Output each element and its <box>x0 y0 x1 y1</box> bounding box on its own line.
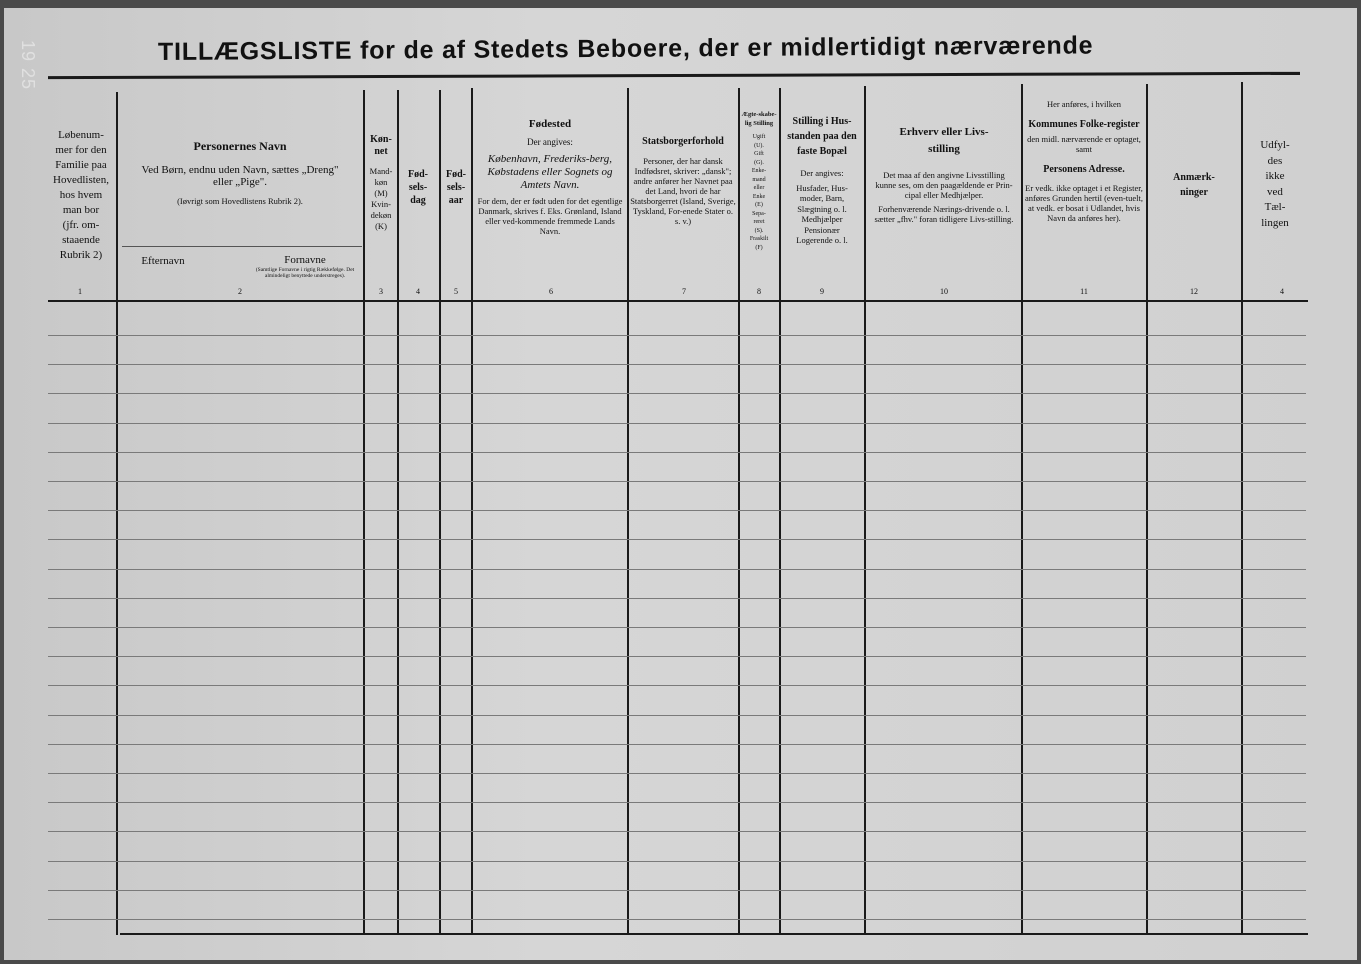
header-rule <box>48 300 1308 302</box>
header-note: Forhenværende Nærings-drivende o. l. sætter „fhv." foran tidligere Livs-stilling. <box>874 204 1014 224</box>
col-number: 1 <box>78 287 82 296</box>
col-number: 11 <box>1080 287 1088 296</box>
header-title: Fornavne <box>284 254 326 266</box>
header-title: Stilling i Hus-standen paa den faste Bopæl <box>787 116 857 157</box>
header-note: den midl. nærværende er optaget, samt <box>1027 133 1141 154</box>
header-note: Der angives: <box>800 168 844 178</box>
col-number: 8 <box>757 287 761 296</box>
header-line: Mand- <box>369 166 393 176</box>
header-line: hos hvem <box>59 189 103 201</box>
header-line: ved <box>1267 185 1283 198</box>
col3-header <box>364 134 398 232</box>
header-line: Løbenum- <box>58 129 104 141</box>
header-note: Er vedk. ikke optaget i et Register, anføres Grunden hertil (even-tuelt, at vedk. er bosat i Udlandet, hvis Navn da anføres her). <box>1025 183 1144 224</box>
entry-row-line <box>48 831 1306 832</box>
header-line: Logerende o. l. <box>796 235 848 246</box>
header-line: Enke <box>752 193 766 200</box>
header-line: man bor <box>62 204 100 216</box>
header-note: Ved Børn, endnu uden Navn, sættes „Dreng" eller „Pige". <box>141 163 339 189</box>
header-line: (K) <box>375 221 387 231</box>
header-line: Sepa- <box>752 210 766 217</box>
entry-row-line <box>48 656 1306 657</box>
header-note: (Iøvrigt som Hovedlistens Rubrik 2). <box>177 196 303 207</box>
col-number: 4 <box>1280 287 1284 296</box>
header-note: København, Frederiks-berg, Købstadens eller Sognets og Amtets Navn. <box>487 152 613 191</box>
header-line: reret <box>753 219 765 225</box>
header-line: (M) <box>374 188 388 198</box>
header-line: mer for den <box>55 144 107 156</box>
header-line: dekøn <box>370 210 392 220</box>
col-divider <box>439 90 441 935</box>
header-line: køn <box>374 177 388 187</box>
header-line: (F) <box>755 244 763 251</box>
header-line: mand <box>752 176 766 183</box>
header-line: Tæl- <box>1264 201 1286 213</box>
col-number: 6 <box>549 287 553 296</box>
firstnames-subheader <box>245 254 365 279</box>
entry-row-line <box>48 481 1306 482</box>
entry-row-line <box>48 744 1306 745</box>
col6-header <box>476 118 624 236</box>
entry-row-line <box>48 539 1306 540</box>
header-title: Personens Adresse. <box>1043 163 1125 175</box>
col-divider <box>471 88 473 935</box>
header-line: Kvin- <box>371 199 391 209</box>
entry-row-line <box>48 627 1306 628</box>
entry-row-line <box>48 423 1306 424</box>
col-number: 3 <box>379 287 383 296</box>
entry-row-line <box>48 715 1306 716</box>
header-note: Her anføres, i hvilken <box>1046 99 1122 109</box>
header-note: (Samtlige Fornavne i rigtig Rækkefølge. Det almindeligt benyttede understreges). <box>255 266 355 279</box>
header-title: Erhverv eller Livs-stilling <box>899 126 989 155</box>
header-line: Udfyl- <box>1260 139 1290 151</box>
header-note: Personer, der har dansk Indfødsret, skriver: „dansk"; andre anfører her Navnet paa det Land, hvori de har Statsborgerret (Island, Sverige, Tyskland, For-enede Stater o. s. v.) <box>630 155 736 226</box>
header-title: Køn-net <box>370 134 392 157</box>
header-line: Husfader, Hus- <box>796 182 848 193</box>
header-line: Familie paa <box>55 159 107 171</box>
col-number: 4 <box>416 287 420 296</box>
form-title: TILLÆGSLISTE for de af Stedets Beboere, der er midlertidigt nærværende <box>157 31 1094 66</box>
header-line: Pensionær <box>804 224 840 235</box>
entry-row-line <box>48 452 1306 453</box>
entry-row-line <box>48 510 1306 511</box>
bottom-rule <box>120 933 1308 935</box>
col-number: 12 <box>1190 287 1198 296</box>
header-line: (G). <box>754 159 764 166</box>
col12-header: Anmærk-ninger <box>1173 172 1215 198</box>
col13-header <box>1248 138 1302 231</box>
entry-row-line <box>48 364 1306 365</box>
col5-header: Fød-sels-aar <box>446 169 466 206</box>
entry-row-line <box>48 890 1306 891</box>
entry-row-line <box>48 685 1306 686</box>
col-number: 9 <box>820 287 824 296</box>
header-line: Fraskilt <box>749 236 769 242</box>
header-line: staaende <box>62 234 100 246</box>
header-line: Medhjælper <box>801 214 843 225</box>
header-line: eller <box>753 185 765 191</box>
margin-stamp: 19 25 <box>18 40 38 91</box>
header-title: Ægte-skabe-lig Stilling <box>741 111 777 127</box>
entry-row-line <box>48 802 1306 803</box>
header-line: Slægtning o. l. <box>797 203 847 214</box>
entry-row-line <box>48 393 1306 394</box>
header-line: (S). <box>754 227 764 234</box>
entry-row-line <box>48 598 1306 599</box>
col-divider <box>779 88 781 935</box>
entry-row-line <box>48 861 1306 862</box>
header-line: des <box>1267 154 1283 167</box>
entry-row-line <box>48 335 1306 336</box>
col1-header <box>44 128 118 263</box>
header-line: Ugift <box>752 134 766 140</box>
col4-header: Fød-sels-dag <box>408 169 428 206</box>
header-note: For dem, der er født uden for det egentlige Danmark, skrives f. Eks. Grønland, Island eller ved-kommende fremmede Lands Navn. <box>477 195 623 236</box>
name-split-rule <box>122 246 362 247</box>
header-title: Fødested <box>528 118 572 130</box>
col-number: 10 <box>940 287 948 296</box>
surname-subheader: Efternavn <box>141 255 185 267</box>
col-divider <box>627 88 629 935</box>
header-line: (U). <box>754 142 764 149</box>
entry-row-line <box>48 773 1306 774</box>
entry-row-line <box>48 569 1306 570</box>
header-line: (E) <box>755 202 763 208</box>
col10-header <box>874 124 1014 224</box>
header-line: (jfr. om- <box>62 219 100 231</box>
col-divider <box>1241 82 1243 935</box>
header-line: ikke <box>1265 170 1285 182</box>
header-line: Hovedlisten, <box>53 174 109 186</box>
col11-header <box>1025 100 1143 223</box>
header-line: moder, Barn, <box>799 193 845 204</box>
header-title: Kommunes Folke-register <box>1028 118 1140 130</box>
entry-row-line <box>48 919 1306 920</box>
col8-header <box>740 110 778 252</box>
header-line: Enke- <box>751 168 767 174</box>
header-line: Rubrik 2) <box>59 249 103 261</box>
header-note: Der angives: <box>527 136 573 147</box>
header-line: lingen <box>1261 216 1289 229</box>
header-title: Personernes Navn <box>193 139 287 153</box>
col-number: 2 <box>238 287 242 296</box>
col2-header <box>126 140 354 207</box>
col7-header <box>630 136 736 226</box>
header-title: Statsborgerforhold <box>642 136 724 147</box>
col9-header <box>782 114 862 246</box>
col-number: 7 <box>682 287 686 296</box>
col-number: 5 <box>454 287 458 296</box>
header-note: Det maa af den angivne Livsstilling kunne ses, om den paagældende er Prin-cipal eller Medhjælper. <box>875 170 1013 200</box>
header-line: Gift <box>754 151 764 157</box>
